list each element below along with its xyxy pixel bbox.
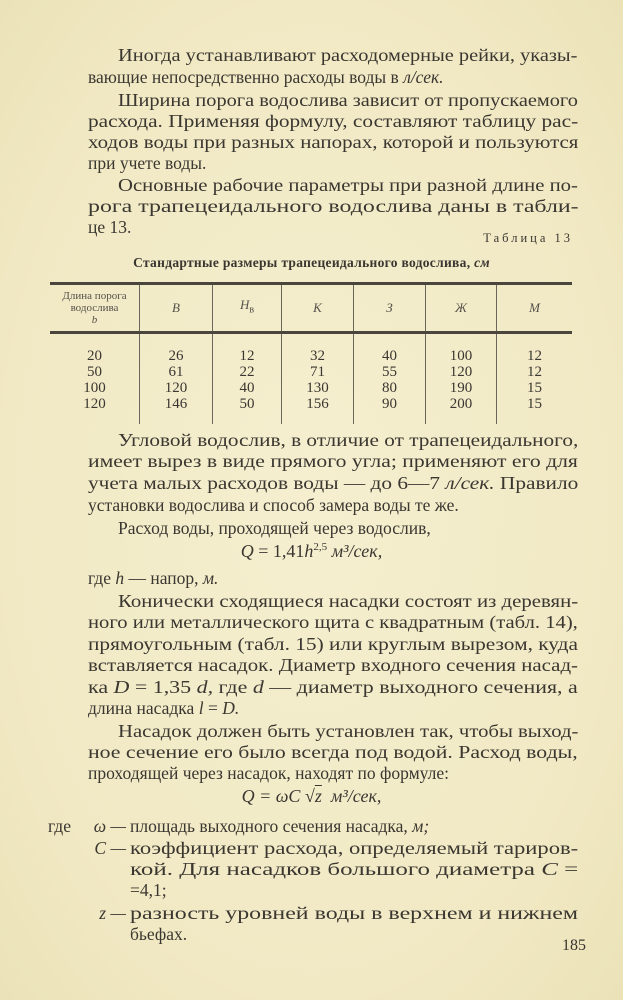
table-cell: 120 <box>164 380 188 396</box>
text-line <box>118 591 578 612</box>
text-segment: h <box>115 568 125 588</box>
text-segment: вающие непосредственно расходы воды в <box>88 67 404 87</box>
definition-line <box>130 859 578 880</box>
text-line <box>88 451 578 472</box>
text-segment: л/сек. <box>403 67 444 87</box>
text-line <box>88 634 578 655</box>
definition-line <box>130 924 187 945</box>
table-cell: 71 <box>310 364 325 380</box>
table-cell: 40 <box>382 348 397 364</box>
table-cell: 15 <box>527 380 542 396</box>
table-cell: 100 <box>83 380 106 396</box>
table-column-cell <box>140 333 213 425</box>
text-segment: — напор, <box>124 568 203 588</box>
table-cell: 146 <box>164 396 188 412</box>
text-segment: где <box>213 677 253 697</box>
text-segment: установки водослива и способ замера воды те же. <box>88 495 459 515</box>
text-line <box>118 721 578 742</box>
text-line <box>88 698 239 719</box>
table-cell: 40 <box>239 380 255 396</box>
text-line <box>88 196 579 217</box>
table-cell: 90 <box>382 396 397 412</box>
text-segment: = <box>203 698 223 718</box>
table-cell: 12 <box>527 364 542 380</box>
table-header-row <box>50 284 572 333</box>
text-segment: бьефах. <box>130 924 188 944</box>
formula2-unit: м³/сек, <box>321 786 382 806</box>
header-length-text: Длина порога водослива <box>62 290 127 314</box>
table-column-cell <box>354 333 426 425</box>
text-segment: прямоугольным (табл. 15) или круглым вырезом, куда <box>88 634 578 654</box>
text-segment: л/сек. <box>445 473 495 493</box>
table-cell: 15 <box>527 396 542 412</box>
definition-symbol: C — <box>94 838 126 858</box>
header-zh: Ж <box>426 284 497 333</box>
table-column-cell <box>50 333 140 425</box>
formula1-unit: м³/сек, <box>327 541 383 561</box>
text-line <box>88 677 578 698</box>
text-line <box>88 763 449 784</box>
table-cell: 50 <box>87 364 102 380</box>
table-column-cell <box>426 333 497 425</box>
table-title-text: Стандартные размеры трапецеидального водослива, <box>133 255 471 270</box>
definition-symbol: z — <box>99 903 126 923</box>
text-line <box>118 518 431 539</box>
table-body-row <box>50 333 572 425</box>
text-segment: коэффициент расхода, определяемый тариров- <box>130 838 579 858</box>
text-line <box>88 153 206 174</box>
text-segment: d <box>252 677 264 697</box>
table-cell: 32 <box>310 348 325 364</box>
definitions-where: где <box>48 816 71 836</box>
table-cell: 80 <box>382 380 397 396</box>
text-segment: при учете воды. <box>88 153 207 173</box>
page-number: 185 <box>562 937 586 954</box>
text-segment: м. <box>202 568 219 588</box>
table-title-unit: см <box>474 255 490 270</box>
text-segment: Основные рабочие параметры при разной длине по- <box>118 175 578 195</box>
text-segment: м; <box>412 816 430 836</box>
text-segment: имеет вырез в виде прямого угла; применяют его для <box>88 451 578 471</box>
sqrt-sign: √ <box>304 786 315 806</box>
table-cell: 12 <box>527 348 542 364</box>
table-cell: 100 <box>449 348 473 364</box>
table-cell: 200 <box>449 396 473 412</box>
text-segment: длина насадка <box>88 698 199 718</box>
text-line <box>88 67 444 88</box>
text-line <box>88 111 578 132</box>
text-segment: ное сечение его было всегда под водой. Расход воды, <box>88 742 578 762</box>
text-line <box>88 612 578 633</box>
definition-line <box>130 903 578 924</box>
text-segment: =4,1; <box>130 880 167 900</box>
header-h-text: H <box>239 297 250 313</box>
text-segment: расхода. Применяя формулу, составляют таблицу рас- <box>88 111 579 131</box>
text-segment: l <box>198 698 204 718</box>
dimensions-table <box>50 282 572 424</box>
text-line <box>88 217 131 238</box>
formula1-lhs: Q <box>240 541 254 561</box>
table-cell: 130 <box>306 380 329 396</box>
table-cell: 120 <box>83 396 106 412</box>
text-line <box>118 90 578 111</box>
table-column-cell <box>282 333 354 425</box>
text-line <box>118 45 577 66</box>
text-line <box>88 495 459 516</box>
text-segment: Иногда устанавливают расходомерные рейки, указы- <box>118 45 578 65</box>
text-segment: учета малых расходов воды — до 6—7 <box>88 473 446 493</box>
text-segment: D. <box>222 698 240 718</box>
header-b: B <box>140 284 213 333</box>
definition-line <box>130 880 167 901</box>
formula2-product: = ωC <box>254 786 305 806</box>
formula1-variable: h <box>304 541 314 561</box>
table-cell: 120 <box>449 364 473 380</box>
table-cell: 61 <box>168 364 184 380</box>
formula1-coefficient: = 1,41 <box>253 541 305 561</box>
header-k: К <box>282 284 354 333</box>
text-segment: = 1,35 <box>129 677 197 697</box>
table-cell: 50 <box>239 396 255 412</box>
formula-nozzle-discharge <box>0 786 623 807</box>
text-segment: = <box>557 859 579 879</box>
header-h <box>213 284 282 333</box>
text-segment: Правило <box>494 473 579 493</box>
text-segment: Конически сходящиеся насадки состоят из деревян- <box>118 591 579 611</box>
text-segment: Расход воды, проходящей через водослив, <box>118 518 431 538</box>
text-segment: d, <box>196 677 214 697</box>
text-segment: Ширина порога водослива зависит от пропускаемого <box>118 90 578 110</box>
table-column-cell <box>213 333 282 425</box>
text-line <box>88 132 578 153</box>
formula1-exponent: 2,5 <box>313 541 328 553</box>
table-cell: 156 <box>306 396 329 412</box>
header-z: З <box>354 284 426 333</box>
text-segment: C <box>541 859 558 879</box>
table-cell: 12 <box>239 348 255 364</box>
definition-line <box>130 816 429 837</box>
header-length <box>50 284 140 333</box>
text-segment: ходов воды при разных напорах, которой и пользуются <box>88 132 579 152</box>
table-cell: 20 <box>87 348 102 364</box>
table-label: Таблица 13 <box>483 231 573 245</box>
table-title <box>0 255 623 271</box>
text-segment: где <box>88 568 116 588</box>
formula2-variable: z <box>314 786 322 806</box>
where-h-line <box>88 568 218 589</box>
text-line <box>88 742 578 763</box>
text-segment: це 13. <box>88 217 132 237</box>
definition-symbol: ω — <box>93 816 126 836</box>
text-segment: разность уровней воды в верхнем и нижнем <box>130 903 578 923</box>
text-segment: вставляется насадок. Диаметр входного сечения насад- <box>88 655 579 675</box>
table-cell: 26 <box>168 348 184 364</box>
text-segment: кой. Для насадков большого диаметра <box>130 859 542 879</box>
text-segment: ного или металлического щита с квадратным (табл. 14), <box>88 612 578 632</box>
text-segment: ка <box>88 677 114 697</box>
header-h-subscript: в <box>249 304 255 316</box>
table-column-cell <box>497 333 573 425</box>
table-cell: 22 <box>239 364 255 380</box>
text-segment: — диаметр выходного сечения, а <box>263 677 578 697</box>
definition-line <box>130 838 578 859</box>
text-segment: D <box>113 677 130 697</box>
table-cell: 55 <box>382 364 397 380</box>
header-length-symbol: b <box>91 314 98 326</box>
header-m: М <box>497 284 573 333</box>
text-segment: Насадок должен быть установлен так, чтобы выход- <box>118 721 579 741</box>
text-segment: рога трапецеидального водослива даны в табли- <box>88 196 579 216</box>
table-cell: 190 <box>449 380 473 396</box>
text-segment: площадь выходного сечения насадка, <box>130 816 413 836</box>
text-segment: Угловой водослив, в отличие от трапецеидального, <box>118 430 579 450</box>
text-line <box>118 430 578 451</box>
text-line <box>88 655 578 676</box>
text-line <box>88 473 578 494</box>
text-segment: проходящей через насадок, находят по формуле: <box>88 763 449 783</box>
formula2-lhs: Q <box>241 786 255 806</box>
formula-weir-discharge <box>0 541 623 562</box>
text-line <box>118 175 578 196</box>
